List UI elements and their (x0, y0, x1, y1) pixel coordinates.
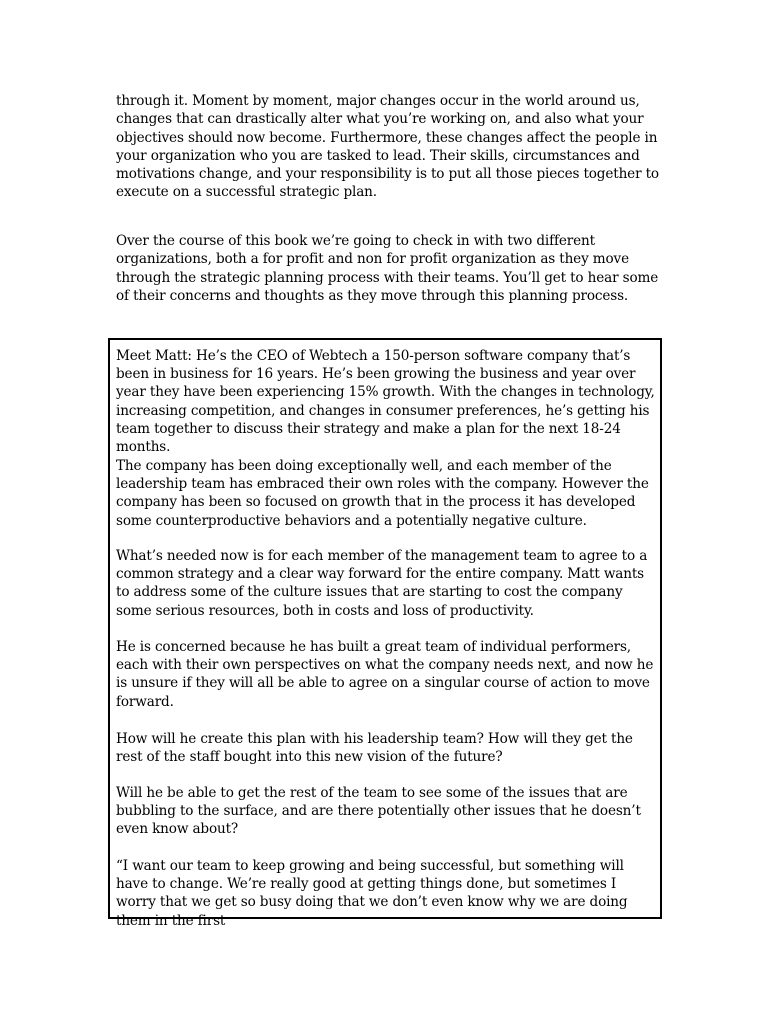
callout-paragraph-whats-needed: What’s needed now is for each member of the management team to agree to a common strategy and a clear way forward for the entire company. Matt wants to address some of the culture issues that are starting to cost the company some serious resources, both in costs and loss of productivity. (116, 548, 648, 619)
callout-paragraph-meet-matt: Meet Matt: He’s the CEO of Webtech a 150-person software company that’s been in business for 16 years. He’s been growing the business and year over year they have been experiencing 15% growth. With the changes in technology, increasing competition, and changes in consumer preferences, he’s getting his team together to discuss their strategy and make a plan for the next 18-24 months. (116, 348, 655, 456)
callout-paragraph-questions: How will he create this plan with his leadership team? How will they get the rest of the staff bought into this new vision of the future? (116, 731, 633, 766)
case-study-callout-box (108, 338, 662, 929)
intro-paragraph-2: Over the course of this book we’re going to check in with two different organizations, both a for profit and non for profit organization as they move through the strategic planning process with their teams. You’ll get to hear some of their concerns and thoughts as they move through this planning process. (116, 233, 659, 304)
callout-paragraph-company-performance: The company has been doing exceptionally well, and each member of the leadership team has embraced their own roles with the company. However the company has been so focused on growth that in the process it has developed some counterproductive behaviors and a potentially negative culture. (116, 458, 649, 529)
intro-paragraph-1: through it. Moment by moment, major changes occur in the world around us, changes that can drastically alter what you’re working on, and also what your objectives should now become. Furthermore, these changes affect the people in your organization who you are tasked to lead. Their skills, circumstances and motivations change, and your responsibility is to put all those pieces together to execute on a successful strategic plan. (116, 93, 659, 201)
callout-paragraph-concern: He is concerned because he has built a great team of individual performers, each with their own perspectives on what the company needs next, and now he is unsure if they will all be able to agree on a singular course of action to move forward. (116, 639, 654, 710)
callout-paragraph-quote: “I want our team to keep growing and being successful, but something will have to change. We’re really good at getting things done, but sometimes I worry that we get so busy doing that we don’t even know why we are doing them in the first (116, 858, 628, 929)
callout-paragraph-issues: Will he be able to get the rest of the team to see some of the issues that are bubbling to the surface, and are there potentially other issues that he doesn’t even know about? (116, 785, 641, 838)
